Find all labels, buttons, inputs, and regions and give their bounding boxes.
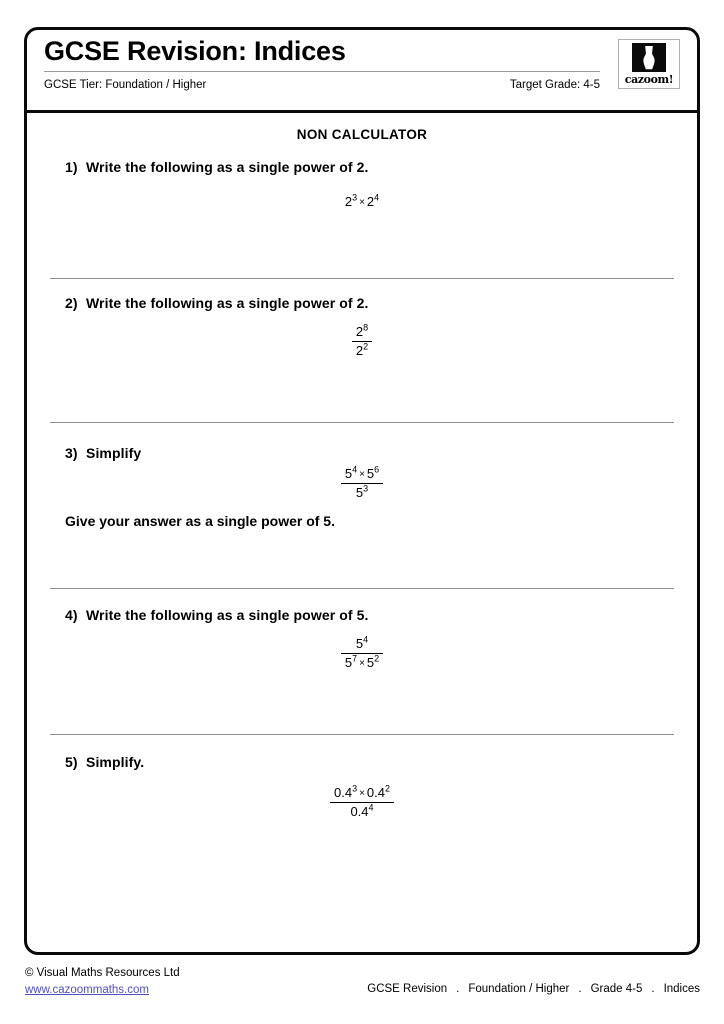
question-3 [44,423,680,588]
website-link[interactable]: www.cazoommaths.com [25,984,149,996]
term-base: 0.4 [333,785,353,800]
question-3-number: 3) [65,445,78,461]
multiplication-sign: × [359,469,365,480]
question-2 [44,279,680,422]
multiplication-sign: × [359,197,365,208]
worksheet-header [27,30,697,113]
footer-tag-separator: . [456,983,460,995]
footer-tag-tier: Foundation / Higher [468,983,570,995]
term-exponent: 3 [352,192,358,203]
term-base: 2 [355,324,364,339]
footer-tag-separator: . [578,983,582,995]
fraction-numerator [352,322,372,342]
worksheet-page [24,27,700,955]
page-footer [24,965,700,1010]
term-exponent: 4 [368,802,374,813]
question-2-text: Write the following as a single power of 2. [86,295,369,311]
fraction [352,322,372,359]
expression-fraction [341,634,383,671]
term-base: 5 [344,654,353,670]
term-exponent: 6 [374,464,380,475]
fraction-numerator [330,783,394,803]
term-base: 5 [366,466,375,481]
term-exponent: 2 [363,341,369,352]
fraction [341,464,383,501]
term-exponent: 3 [363,483,369,494]
fraction-denominator [341,484,383,501]
question-3-expression [44,461,680,501]
footer-tag-separator: . [651,983,655,995]
question-1-number: 1) [65,159,78,175]
term-exponent: 3 [352,783,358,794]
fraction [330,783,394,820]
question-2-expression [44,311,680,359]
question-4-expression [44,623,680,671]
expression-fraction [330,783,394,820]
header-text-block [44,30,608,91]
fraction-denominator [341,654,383,671]
question-3-prompt [44,423,680,461]
multiplication-sign: × [359,657,365,669]
expression-fraction [352,322,372,359]
question-1-text: Write the following as a single power of 2. [86,159,369,175]
term-exponent: 2 [374,653,380,664]
question-1-prompt [44,142,680,175]
term-base: 0.4 [350,803,369,819]
question-4 [44,589,680,734]
fraction-numerator [341,464,383,484]
page-title: GCSE Revision: Indices [44,36,346,66]
term-exponent: 8 [363,322,369,333]
worksheet-body [27,113,697,895]
fraction-denominator [330,803,394,820]
tier-label: GCSE Tier: Foundation / Higher [44,79,207,91]
expression-fraction [341,464,383,501]
term-base: 2 [355,342,364,358]
footer-tag-revision: GCSE Revision [367,983,448,995]
non-calculator-heading: NON CALCULATOR [296,127,428,142]
target-grade-label: Target Grade: 4-5 [509,79,600,91]
footer-tag-grade: Grade 4-5 [590,983,643,995]
goblet-icon [632,43,666,72]
expression-product [344,192,380,210]
term-exponent: 4 [363,634,369,645]
question-3-followup: Give your answer as a single power of 5. [65,512,335,529]
term-base: 5 [355,484,364,500]
question-1-expression [44,175,680,210]
term-base: 5 [366,654,375,670]
copyright-notice: © Visual Maths Resources Ltd [25,967,180,979]
cazoom-logo [618,39,680,89]
question-4-text: Write the following as a single power of 5. [86,607,369,623]
title-rule [44,71,600,72]
logo-wordmark: cazoom! [624,73,674,86]
question-4-number: 4) [65,607,78,623]
question-2-number: 2) [65,295,78,311]
question-3-text: Simplify [86,445,142,461]
question-5-expression [44,770,680,820]
fraction-numerator [341,634,383,654]
question-4-prompt [44,589,680,623]
question-5 [44,735,680,895]
term-exponent: 4 [374,192,380,203]
term-exponent: 2 [385,783,391,794]
footer-tags [367,983,700,995]
question-1 [44,142,680,278]
term-base: 5 [344,466,353,481]
question-5-text: Simplify. [86,754,145,770]
footer-left-block [25,965,180,998]
question-5-number: 5) [65,754,78,770]
term-exponent: 4 [352,464,358,475]
term-base: 0.4 [366,785,385,800]
multiplication-sign: × [359,788,365,799]
term-base: 2 [366,194,375,209]
footer-tag-topic: Indices [663,983,700,995]
header-main-row [44,30,680,91]
question-2-prompt [44,279,680,311]
fraction-denominator [352,342,372,359]
fraction [341,634,383,671]
term-base: 2 [344,194,353,209]
header-subrow [44,79,600,91]
term-exponent: 7 [352,653,358,664]
question-5-prompt [44,735,680,770]
term-base: 5 [355,636,364,651]
